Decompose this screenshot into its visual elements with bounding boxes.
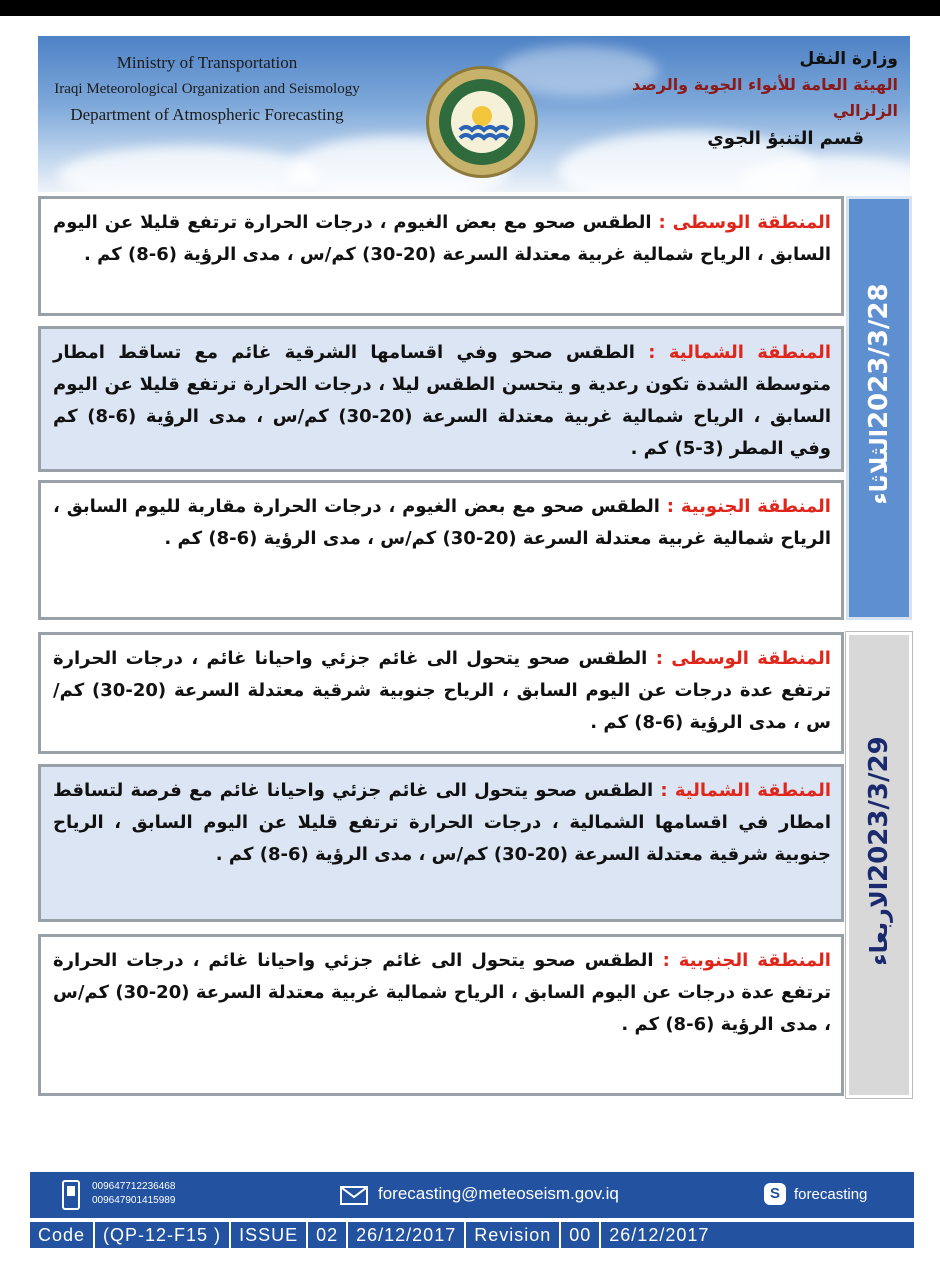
english-letterhead <box>52 50 362 128</box>
region-name: المنطقة الجنوبية <box>678 950 831 971</box>
forecast-text: الطقس صحو يتحول الى غائم جزئي واحيانا غائم ، درجات الحرارة ترتفع عدة درجات عن اليوم السابق ، الرياح شمالية غربية معتدلة السرعة (20-30) كم/س ، مدى الرؤية (6-8) كم . <box>53 950 831 1035</box>
forecast-text: الطقس صحو يتحول الى غائم جزئي واحيانا غائم مع فرصة لتساقط امطار في اقسامها الشمالية ، درجات الحرارة ترتفع قليلا عن اليوم السابق ، الرياح جنوبية شرقية معتدلة السرعة (20-30) كم/س ، مدى الرؤية (6-8) كم . <box>53 780 831 865</box>
issue-date: 26/12/2017 <box>348 1222 466 1248</box>
forecast-text: الطقس صحو مع بعض الغيوم ، درجات الحرارة ترتفع قليلا عن اليوم السابق ، الرياح شمالية غربية معتدلة السرعة (20-30) كم/س ، مدى الرؤية (6-8) كم . <box>53 212 831 265</box>
forecast-card-day2-south: المنطقة الجنوبية : الطقس صحو يتحول الى غائم جزئي واحيانا غائم ، درجات الحرارة ترتفع عدة درجات عن اليوم السابق ، الرياح شمالية غربية معتدلة السرعة (20-30) كم/س ، مدى الرؤية (6-8) كم . <box>38 934 844 1096</box>
day-name: الاربعاء <box>865 881 893 966</box>
revision-label: Revision <box>466 1222 561 1248</box>
organization-name-ar: الهيئة العامة للأنواء الجوية والرصد الزلزالي <box>632 75 898 120</box>
forecast-card-day2-north: المنطقة الشمالية : الطقس صحو يتحول الى غائم جزئي واحيانا غائم مع فرصة لتساقط امطار في اقسامها الشمالية ، درجات الحرارة ترتفع قليلا عن اليوم السابق ، الرياح جنوبية شرقية معتدلة السرعة (20-30) كم/س ، مدى الرؤية (6-8) كم . <box>38 764 844 922</box>
forecast-card-day1-north: المنطقة الشمالية : الطقس صحو وفي اقسامها الشرقية غائم مع تساقط امطار متوسطة الشدة تكون رعدية و يتحسن الطقس ليلا ، درجات الحرارة ترتفع قليلا عن اليوم السابق ، الرياح شمالية غربية معتدلة السرعة (20-30) كم/س ، مدى الرؤية (6-8) كم وفي المطر (3-5) كم . <box>38 326 844 472</box>
revision-value: 00 <box>561 1222 601 1248</box>
forecast-card-day1-south: المنطقة الجنوبية : الطقس صحو مع بعض الغيوم ، درجات الحرارة مقاربة لليوم السابق ، الرياح شمالية غربية معتدلة السرعة (20-30) كم/س ، مدى الرؤية (6-8) كم . <box>38 480 844 620</box>
date-band-day2 <box>846 632 912 1098</box>
document-code-bar <box>30 1220 914 1248</box>
phone-number-2: 009647901415989 <box>92 1195 176 1206</box>
email-link[interactable]: forecasting@meteoseism.gov.iq <box>378 1184 619 1203</box>
top-black-bar <box>0 0 940 16</box>
letterhead-banner <box>38 36 910 192</box>
day-date: 2023/3/28 <box>864 283 894 430</box>
region-name: المنطقة الشمالية <box>668 342 831 363</box>
organization-name-en: Iraqi Meteorological Organization and Seismology <box>54 81 360 97</box>
forecast-text: الطقس صحو مع بعض الغيوم ، درجات الحرارة مقاربة لليوم السابق ، الرياح شمالية غربية معتدلة السرعة (20-30) كم/س ، مدى الرؤية (6-8) كم . <box>53 496 831 549</box>
ministry-name-en: Ministry of Transportation <box>116 53 298 72</box>
revision-date: 26/12/2017 <box>609 1225 710 1245</box>
phone-number-1: 009647712236468 <box>92 1181 176 1192</box>
issue-label: ISSUE <box>231 1222 308 1248</box>
arabic-letterhead <box>568 46 898 154</box>
issue-value: 02 <box>308 1222 348 1248</box>
organization-seal-logo <box>426 66 538 178</box>
region-name: المنطقة الوسطى <box>672 212 831 233</box>
date-band-day1 <box>846 196 912 620</box>
region-name: المنطقة الشمالية <box>674 780 831 801</box>
skype-icon: S <box>764 1183 786 1205</box>
mail-icon <box>340 1186 368 1205</box>
code-value: (QP-12-F15 ) <box>95 1222 231 1248</box>
phone-icon <box>62 1180 80 1210</box>
ministry-name-ar: وزارة النقل <box>799 49 898 69</box>
forecast-text: الطقس صحو يتحول الى غائم جزئي واحيانا غائم ، درجات الحرارة ترتفع عدة درجات عن اليوم السابق ، الرياح جنوبية شرقية معتدلة السرعة (20-30) كم/س ، مدى الرؤية (6-8) كم . <box>53 648 831 733</box>
skype-handle[interactable]: forecasting <box>794 1186 868 1203</box>
forecast-text: الطقس صحو وفي اقسامها الشرقية غائم مع تساقط امطار متوسطة الشدة تكون رعدية و يتحسن الطقس ليلا ، درجات الحرارة ترتفع قليلا عن اليوم السابق ، الرياح شمالية غربية معتدلة السرعة (20-30) كم/س ، مدى الرؤية (6-8) كم وفي المطر (3-5) كم . <box>53 342 832 459</box>
forecast-card-day1-central: المنطقة الوسطى : الطقس صحو مع بعض الغيوم ، درجات الحرارة ترتفع قليلا عن اليوم السابق ، الرياح شمالية غربية معتدلة السرعة (20-30) كم/س ، مدى الرؤية (6-8) كم . <box>38 196 844 316</box>
phone-numbers <box>92 1180 175 1208</box>
forecast-card-day2-central: المنطقة الوسطى : الطقس صحو يتحول الى غائم جزئي واحيانا غائم ، درجات الحرارة ترتفع عدة درجات عن اليوم السابق ، الرياح جنوبية شرقية معتدلة السرعة (20-30) كم/س ، مدى الرؤية (6-8) كم . <box>38 632 844 754</box>
department-name-en: Department of Atmospheric Forecasting <box>70 105 344 124</box>
day-date: 2023/3/29 <box>864 736 894 882</box>
department-name-ar: قسم التنبؤ الجوي <box>707 128 864 149</box>
day-name: الثلاثاء <box>865 429 893 505</box>
region-name: المنطقة الجنوبية <box>680 496 831 517</box>
region-name: المنطقة الوسطى <box>671 648 831 669</box>
contact-footer <box>30 1172 914 1218</box>
code-label: Code <box>30 1222 95 1248</box>
